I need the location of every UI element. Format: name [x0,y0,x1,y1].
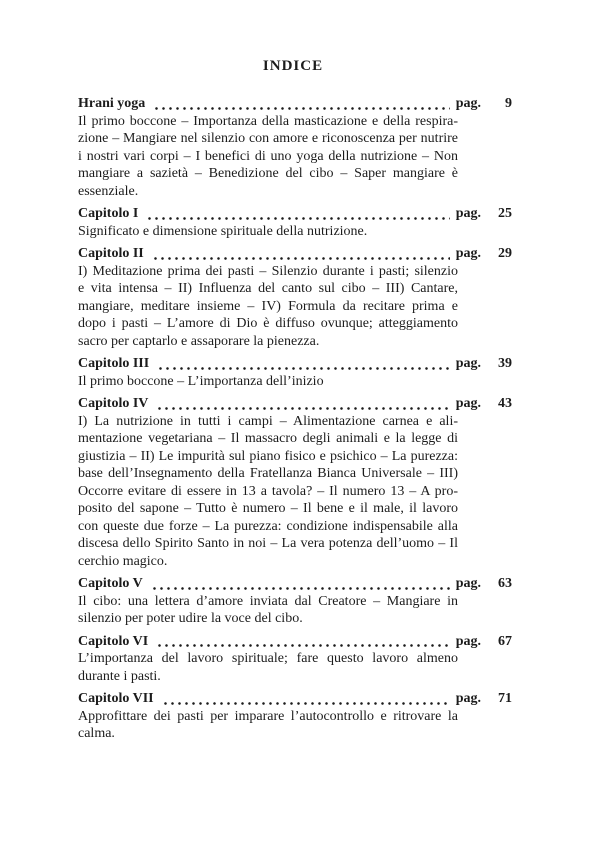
dot-leader [161,690,450,708]
entry-title: Capitolo V [78,576,143,591]
description-line: silenzio per poter udire la voce del cibo. [78,611,303,626]
entry-title: Capitolo III [78,356,150,371]
entry-title: Capitolo VII [78,691,154,706]
description-line: essenziale. [78,183,139,199]
page-number: 9 [505,96,512,111]
dot-leader [156,355,450,373]
description-line: base dell’Insegnamento della Fratellanza Bianca Universale – III) [78,466,458,481]
dot-leader [155,633,450,651]
description-line: I) Meditazione prima dei pasti – Silenzio durante i pasti; silenzio [78,263,458,279]
toc-entry-heading [78,245,512,263]
toc-entry-heading [78,95,512,113]
entry-description [78,223,458,241]
description-line: i nostri vari corpi – I benefici di uno yoga della nutrizione – Non [78,148,458,164]
entry-description [78,373,458,391]
page-label: pag. [455,576,481,591]
description-line: posito del sapone – Tutto è numero – Il bene e il male, il lavoro [78,501,458,516]
page-label: pag. [455,356,481,371]
toc-entry [78,690,512,743]
entry-title: Capitolo II [78,246,144,261]
toc-entry-heading [78,395,512,413]
description-line: mangiare, meditare insieme – IV) Formula da recitare prima e [78,298,458,314]
toc-entry-heading [78,355,512,373]
page-number: 29 [498,246,512,261]
description-line: giustizia – II) Le impurità sul piano fisico e psichico – La purezza: [78,448,458,464]
entry-description [78,113,458,201]
toc-entry-heading [78,633,512,651]
description-line: discesa dello Spirito Santo in noi – La vera potenza dell’uomo – Il [78,536,458,551]
entry-description [78,263,458,351]
toc-entry-heading [78,205,512,223]
entry-description [78,708,458,743]
toc-entry [78,395,512,570]
dot-leader [145,205,449,223]
description-line: Il cibo: una lettera d’amore inviata dal Creatore – Mangiare in [78,593,458,609]
toc-entry [78,633,512,686]
entry-description [78,593,458,628]
toc-entry [78,95,512,200]
dot-leader [151,245,450,263]
description-line: L’importanza del lavoro spirituale; fare questo lavoro almeno [78,651,458,666]
description-line: con queste due forze – La purezza: condizione indispensabile alla [78,518,458,534]
page-label: pag. [455,206,481,221]
page-number: 63 [498,576,512,591]
description-line: mangiare a sazietà – Benedizione del cibo – Saper mangiare è [78,166,458,181]
entry-description [78,413,458,571]
description-line: e vita intensa – II) Influenza del canto sul cibo – III) Cantare, [78,281,458,296]
toc-entry-heading [78,690,512,708]
description-line: cerchio magico. [78,553,168,569]
description-line: zione – Mangiare nel silenzio con amore e riconoscenza per nutrire [78,131,458,146]
page-label: pag. [455,633,481,649]
page-number: 43 [498,396,512,411]
toc-entry-heading [78,575,512,593]
description-line: Occorre evitare di essere in 13 a tavola? – Il numero 13 – A pro- [78,483,458,499]
dot-leader [155,395,449,413]
page-title: INDICE [262,58,324,74]
page-number: 39 [498,356,512,371]
entry-title: Capitolo I [78,206,139,221]
page-label: pag. [455,691,481,706]
description-line: Approfittare dei pasti per imparare l’autocontrollo e ritrovare la [78,708,458,724]
description-line: Il primo boccone – L’importanza dell’inizio [78,373,324,389]
description-line: Significato e dimensione spirituale della nutrizione. [78,223,368,239]
dot-leader [150,575,450,593]
entry-title: Capitolo IV [78,396,149,411]
page-number: 71 [498,691,512,706]
description-line: durante i pasti. [78,668,161,684]
page-label: pag. [455,246,481,261]
description-line: mentazione vegetariana – Il massacro degli animali e la legge di [78,431,458,446]
entry-title: Hrani yoga [78,96,146,111]
description-line: Il primo boccone – Importanza della masticazione e della respira- [78,113,458,129]
entry-description [78,650,458,685]
toc-entry [78,205,512,240]
toc-entry [78,355,512,390]
toc-entries [78,95,512,743]
dot-leader [152,95,449,113]
toc-entry [78,245,512,350]
page-label: pag. [455,96,481,111]
description-line: dopo i pasti – L’amore di Dio è diffuso ovunque; atteggiamento [78,316,458,331]
page-label: pag. [455,396,481,411]
page-number: 67 [498,633,512,649]
description-line: calma. [78,726,115,741]
page-number: 25 [498,206,512,221]
toc-entry [78,575,512,628]
description-line: I) La nutrizione in tutti i campi – Alimentazione carnea e ali- [78,413,458,429]
entry-title: Capitolo VI [78,633,149,649]
description-line: sacro per captarlo e assaporare la pienezza. [78,333,320,349]
